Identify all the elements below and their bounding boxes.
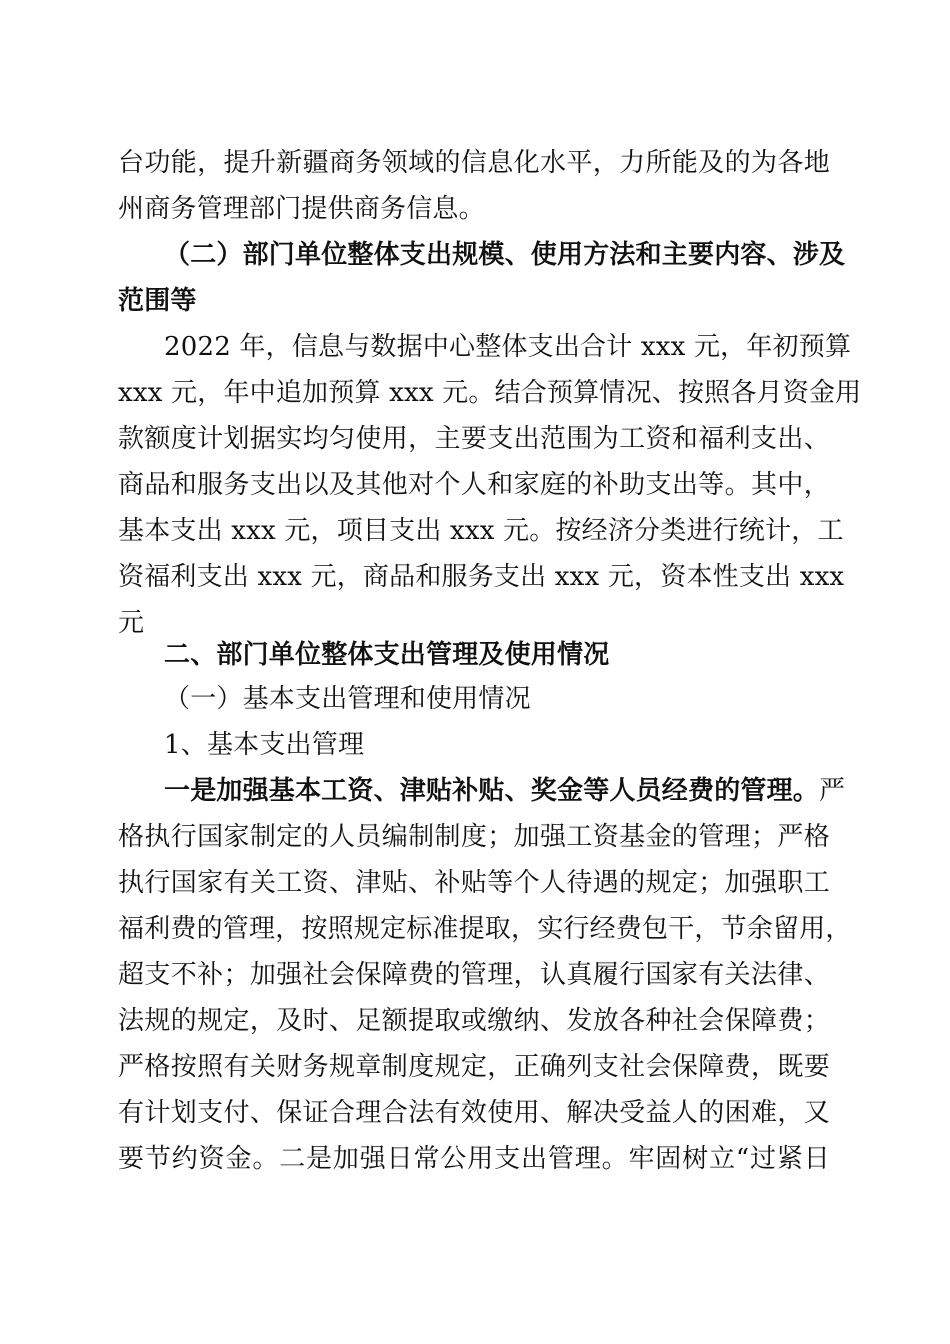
body-text-line: 台功能，提升新疆商务领域的信息化水平，力所能及的为各地 <box>118 148 830 178</box>
body-text-line: 超支不补；加强社会保障费的管理，认真履行国家有关法律、 <box>118 960 830 990</box>
body-text-line: xxx 元，年中追加预算 xxx 元。结合预算情况、按照各月资金用 <box>118 378 862 408</box>
body-text-line: 商品和服务支出以及其他对个人和家庭的补助支出等。其中， <box>118 470 830 500</box>
body-text-line: 资福利支出 xxx 元，商品和服务支出 xxx 元，资本性支出 xxx <box>118 562 845 592</box>
body-text-line: 有计划支付、保证合理合法有效使用、解决受益人的困难，又 <box>118 1098 830 1128</box>
body-text-line: 要节约资金。二是加强日常公用支出管理。牢固树立“过紧日 <box>118 1144 830 1174</box>
item-heading: 1、基本支出管理 <box>164 730 365 760</box>
paragraph-first-line <box>118 768 846 814</box>
body-text-line: 福利费的管理，按照规定标准提取，实行经费包干，节余留用， <box>118 914 852 944</box>
body-text-line: 执行国家有关工资、津贴、补贴等个人待遇的规定；加强职工 <box>118 868 830 898</box>
body-text-line: 严格按照有关财务规章制度规定，正确列支社会保障费，既要 <box>118 1052 830 1082</box>
body-text-line: 款额度计划据实均匀使用，主要支出范围为工资和福利支出、 <box>118 424 830 454</box>
body-text-line: 州商务管理部门提供商务信息。 <box>118 194 485 224</box>
bold-lead-text: 一是加强基本工资、津贴补贴、奖金等人员经费的管理。 <box>164 776 820 806</box>
body-text-span: 严 <box>819 776 846 806</box>
body-text-line: 格执行国家制定的人员编制制度；加强工资基金的管理；严格 <box>118 822 830 852</box>
body-text-line: 基本支出 xxx 元，项目支出 xxx 元。按经济分类进行统计，工 <box>118 516 844 546</box>
section-heading-2-cont: 范围等 <box>118 286 197 316</box>
body-text-line: 法规的规定，及时、足额提取或缴纳、发放各种社会保障费； <box>118 1006 830 1036</box>
chapter-heading: 二、部门单位整体支出管理及使用情况 <box>164 640 610 670</box>
body-text-line: 2022 年，信息与数据中心整体支出合计 xxx 元，年初预算 <box>164 332 852 362</box>
body-text-line: 元 <box>118 608 145 638</box>
subsection-heading: （一）基本支出管理和使用情况 <box>164 684 531 714</box>
section-heading-2: （二）部门单位整体支出规模、使用方法和主要内容、涉及 <box>164 240 846 270</box>
